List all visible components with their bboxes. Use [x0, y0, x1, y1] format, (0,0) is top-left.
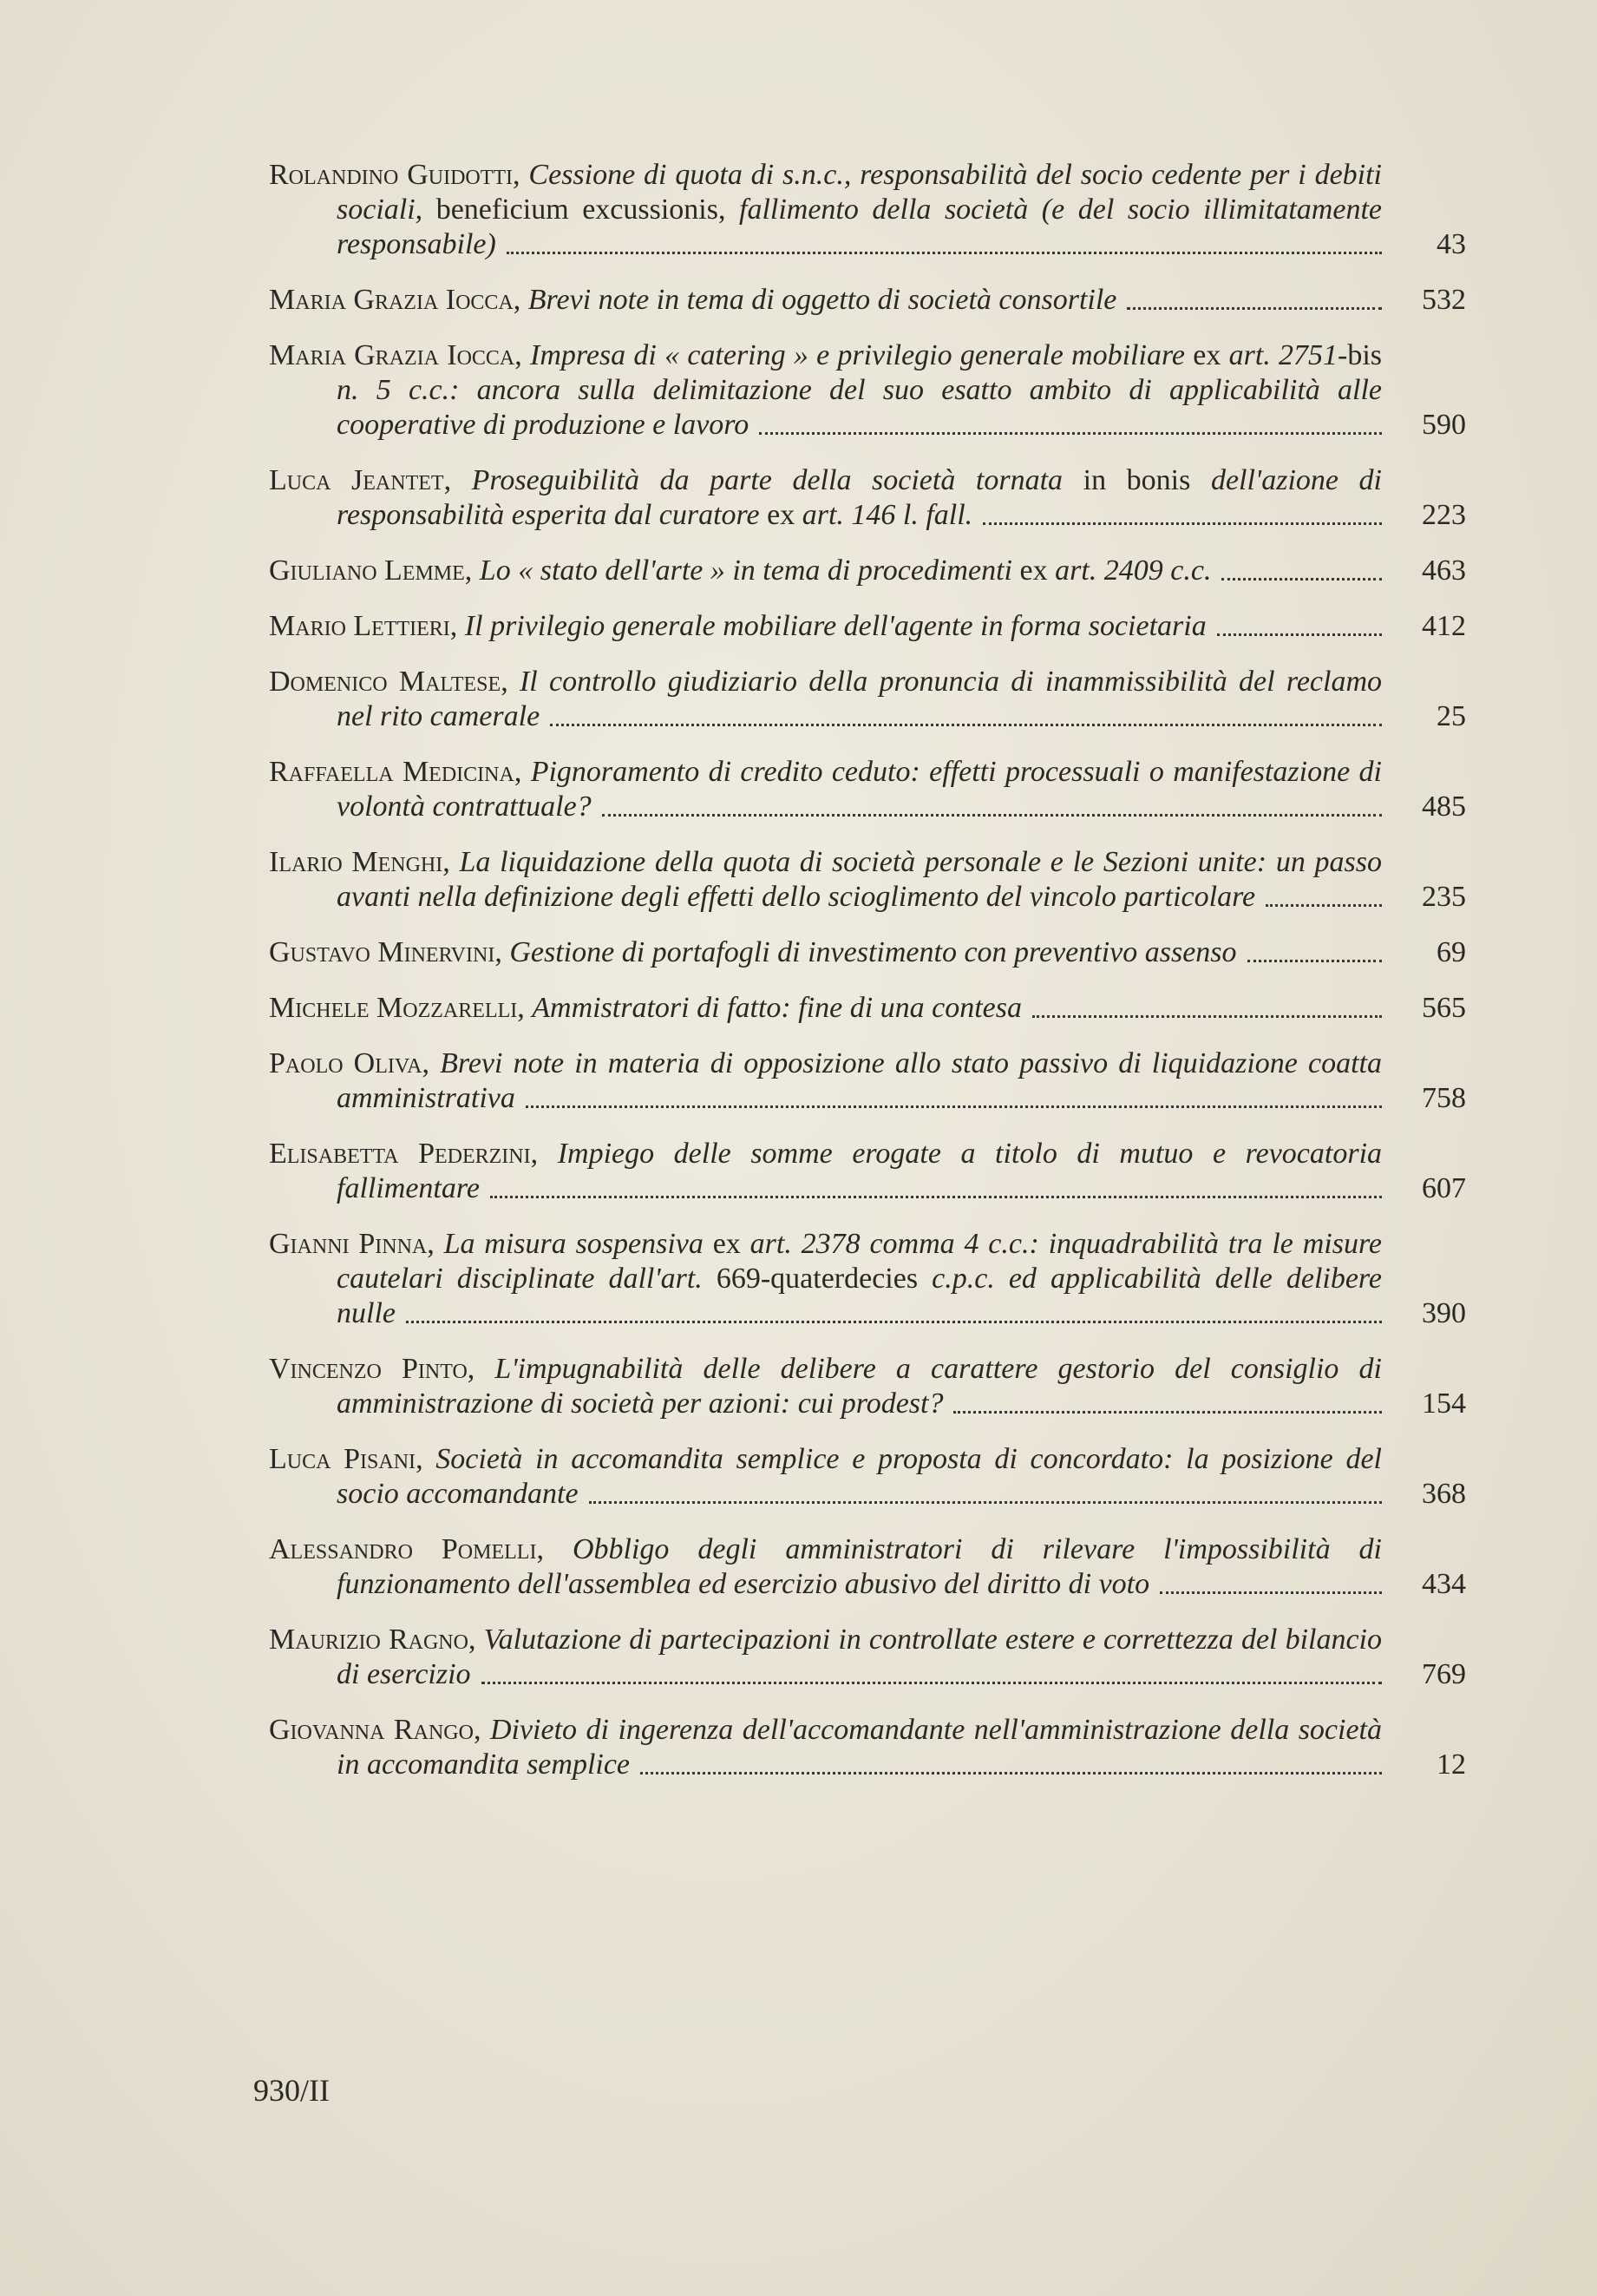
entry-title-segment: Il privilegio generale mobiliare dell'agente in forma societaria [464, 610, 1207, 642]
entry-title-segment: Il controllo giudiziario della pronuncia di inammissibilità del reclamo nel rito camerale [337, 666, 1382, 732]
entry-author: Michele Mozzarelli [269, 992, 518, 1024]
entry-text: Ilario Menghi, La liquidazione della quota di società personale e le Sezioni unite: un passo avanti nella definizione degli effetti dello scioglimento del vincolo particolare [269, 846, 1382, 913]
entry-author: Maurizio Ragno [269, 1624, 468, 1656]
entry-text: Alessandro Pomelli, Obbligo degli amministratori di rilevare l'impossibilità di funzionamento dell'assemblea ed esercizio abusivo del diritto di voto [269, 1533, 1383, 1600]
index-entry [269, 935, 1466, 970]
entry-title-segment: c.p.c. ed applicabilità delle delibere nulle [337, 1263, 1382, 1329]
dot-leader [1217, 633, 1382, 636]
entry-title-segment: Proseguibilità da parte della società tornata [471, 464, 1064, 496]
entry-author: Paolo Oliva [269, 1047, 422, 1079]
entry-title-segment: Lo « stato dell'arte » in tema di procedimenti [479, 554, 1012, 587]
entry-page-number: 390 [1422, 1297, 1466, 1329]
entry-text: Michele Mozzarelli, Ammistratori di fatto: fine di una contesa [269, 991, 1382, 1026]
entry-page-number: 769 [1422, 1658, 1466, 1690]
dot-leader [1266, 904, 1382, 907]
entry-page-number: 607 [1422, 1172, 1466, 1204]
entry-title-segment: La liquidazione della quota di società personale e le Sezioni unite: un passo avanti nella definizione degli effetti dello scioglimento del vincolo particolare [337, 846, 1382, 913]
entry-page-number: 434 [1422, 1568, 1466, 1600]
entry-text: Paolo Oliva, Brevi note in materia di opposizione allo stato passivo di liquidazione coatta amministrativa [269, 1047, 1382, 1114]
index-entry [269, 1713, 1466, 1782]
entry-title-segment: Brevi note in materia di opposizione allo stato passivo di liquidazione coatta amministrativa [337, 1047, 1382, 1114]
entry-title-segment: -bis [1338, 339, 1383, 371]
entry-title-segment: Brevi note in tema di oggetto di società consortile [527, 284, 1117, 316]
dot-leader [550, 724, 1382, 726]
entry-title-segment: art. 2751 [1228, 339, 1338, 371]
index-entry [269, 1442, 1466, 1512]
entry-author: Maria Grazia Iocca [269, 284, 514, 316]
entry-text: Maurizio Ragno, Valutazione di partecipazioni in controllate estere e correttezza del bilancio di esercizio [269, 1624, 1383, 1690]
dot-leader [1221, 578, 1382, 581]
entry-text: Raffaella Medicina, Pignoramento di credito ceduto: effetti processuali o manifestazione di volontà contrattuale? [269, 756, 1383, 823]
dot-leader [953, 1411, 1382, 1414]
entry-page-number: 758 [1422, 1082, 1466, 1114]
entry-text: Gustavo Minervini, Gestione di portafogli di investimento con preventivo assenso [269, 935, 1382, 970]
index-entry [269, 1046, 1466, 1116]
entry-title-segment: in bonis [1063, 464, 1211, 496]
entry-author: Alessandro Pomelli [269, 1533, 537, 1565]
entry-text: Giuliano Lemme, Lo « stato dell'arte » in tema di procedimenti ex art. 2409 c.c. [269, 554, 1382, 588]
entry-title-segment: L'impugnabilità delle delibere a carattere gestorio del consiglio di amministrazione di società per azioni: cui prodest? [337, 1353, 1382, 1420]
index-entry [269, 991, 1466, 1026]
entry-page-number: 12 [1437, 1748, 1466, 1781]
entry-title-segment: dell'azione di responsabilità esperita dal curatore [337, 464, 1383, 531]
entry-page-number: 412 [1422, 610, 1466, 642]
entry-text: Luca Pisani, Società in accomandita semplice e proposta di concordato: la posizione del socio accomandante [269, 1443, 1382, 1510]
entry-title-segment: Obbligo degli amministratori di rilevare l'impossibilità di funzionamento dell'assemblea ed esercizio abusivo del diritto di voto [337, 1533, 1383, 1600]
dot-leader [526, 1105, 1382, 1108]
entry-title-segment: Pignoramento di credito ceduto: effetti processuali o manifestazione di volontà contrattuale? [337, 756, 1383, 823]
entry-author: Rolandino Guidotti [269, 159, 514, 191]
entry-text: Elisabetta Pederzini, Impiego delle somme erogate a titolo di mutuo e revocatoria fallimentare [269, 1138, 1383, 1204]
dot-leader [1247, 960, 1382, 962]
index-entry [269, 755, 1466, 824]
index-entry [269, 338, 1466, 443]
entry-text: Mario Lettieri, Il privilegio generale mobiliare dell'agente in forma societaria [269, 609, 1382, 644]
entry-title-segment: Valutazione di partecipazioni in controllate estere e correttezza del bilancio di esercizio [337, 1624, 1383, 1690]
entry-page-number: 565 [1422, 992, 1466, 1024]
dot-leader [507, 252, 1382, 254]
entry-author: Domenico Maltese [269, 666, 501, 698]
entry-text: Domenico Maltese, Il controllo giudiziario della pronuncia di inammissibilità del reclamo nel rito camerale [269, 666, 1382, 732]
entry-title-segment: Cessione di quota di s.n.c., responsabilità del socio cedente per i debiti sociali, [337, 159, 1382, 226]
entry-text: Rolandino Guidotti, Cessione di quota di s.n.c., responsabilità del socio cedente per i debiti sociali, beneficium excussionis, fallimento della società (e del socio illimitatamente responsabile) [269, 159, 1382, 260]
entry-title-segment: Divieto di ingerenza dell'accomandante nell'amministrazione della società in accomandita semplice [337, 1714, 1383, 1781]
entry-author: Ilario Menghi [269, 846, 443, 878]
entry-page-number: 223 [1422, 499, 1466, 531]
entry-title-segment: art. 2409 c.c. [1055, 554, 1212, 587]
entry-text: Gianni Pinna, La misura sospensiva ex art. 2378 comma 4 c.c.: inquadrabilità tra le misure cautelari disciplinate dall'art. 669-quaterdecies c.p.c. ed applicabilità delle delibere nulle [269, 1228, 1383, 1329]
dot-leader [640, 1772, 1382, 1774]
entry-page-number: 590 [1422, 409, 1466, 441]
entry-title-segment: Società in accomandita semplice e proposta di concordato: la posizione del socio accomandante [337, 1443, 1382, 1510]
entry-title-segment: Gestione di portafogli di investimento con preventivo assenso [509, 936, 1237, 968]
entry-text: Maria Grazia Iocca, Brevi note in tema di oggetto di società consortile [269, 283, 1382, 318]
entry-page-number: 532 [1422, 284, 1466, 316]
index-entry [269, 609, 1466, 644]
entry-title-segment: ex [1185, 339, 1229, 371]
entry-author: Gianni Pinna [269, 1228, 428, 1260]
dot-leader [406, 1321, 1382, 1323]
entry-page-number: 25 [1437, 700, 1466, 732]
entry-title-segment: Ammistratori di fatto: fine di una contesa [532, 992, 1023, 1024]
dot-leader [1127, 307, 1382, 310]
entry-page-number: 235 [1422, 881, 1466, 913]
index-entry [269, 1227, 1466, 1331]
entry-page-number: 154 [1422, 1387, 1466, 1420]
entry-author: Luca Jeantet [269, 464, 444, 496]
index-entry [269, 1623, 1466, 1692]
entry-author: Vincenzo Pinto [269, 1353, 468, 1385]
dot-leader [490, 1196, 1382, 1198]
dot-leader [759, 432, 1382, 435]
entry-author: Giovanna Rango [269, 1714, 474, 1746]
index-entry [269, 463, 1466, 533]
entry-title-segment: Impiego delle somme erogate a titolo di mutuo e revocatoria fallimentare [337, 1138, 1383, 1204]
dot-leader [1160, 1591, 1382, 1594]
page-folio: 930/II [253, 2073, 330, 2108]
entry-title-segment: n. 5 c.c.: ancora sulla delimitazione del suo esatto ambito di applicabilità alle cooperative di produzione e lavoro [337, 374, 1382, 441]
entry-author: Elisabetta Pederzini [269, 1138, 531, 1170]
entry-author: Gustavo Minervini [269, 936, 495, 968]
dot-leader [589, 1501, 1382, 1504]
index-list [269, 158, 1466, 1803]
index-entry [269, 665, 1466, 734]
entry-text: Vincenzo Pinto, L'impugnabilità delle delibere a carattere gestorio del consiglio di amministrazione di società per azioni: cui prodest? [269, 1353, 1382, 1420]
entry-author: Mario Lettieri [269, 610, 450, 642]
entry-title-segment: art. 146 l. fall. [802, 499, 973, 531]
entry-text: Maria Grazia Iocca, Impresa di « catering » e privilegio generale mobiliare ex art. 2751-bis n. 5 c.c.: ancora sulla delimitazione del suo esatto ambito di applicabilità alle cooperative di produzione e lavoro [269, 339, 1383, 441]
entry-page-number: 485 [1422, 790, 1466, 823]
entry-title-segment: art. 2378 comma 4 c.c.: inquadrabilità tra le misure cautelari disciplinate dall'art. [337, 1228, 1383, 1295]
entry-page-number: 368 [1422, 1478, 1466, 1510]
index-entry [269, 845, 1466, 915]
entry-page-number: 463 [1422, 554, 1466, 587]
entry-title-segment: beneficium excussionis, [422, 194, 739, 226]
entry-author: Maria Grazia Iocca [269, 339, 515, 371]
index-entry [269, 1532, 1466, 1602]
entry-title-segment: fallimento della società (e del socio illimitatamente responsabile) [337, 194, 1382, 260]
entry-author: Giuliano Lemme [269, 554, 465, 587]
dot-leader [481, 1682, 1382, 1684]
entry-page-number: 69 [1437, 936, 1466, 968]
index-entry [269, 1352, 1466, 1421]
entry-author: Luca Pisani [269, 1443, 416, 1475]
entry-title-segment: 669-quaterdecies [702, 1263, 933, 1295]
index-entry [269, 1137, 1466, 1206]
dot-leader [602, 814, 1382, 817]
entry-title-segment: Impresa di « catering » e privilegio generale mobiliare [530, 339, 1186, 371]
index-entry [269, 283, 1466, 318]
dot-leader [983, 522, 1382, 525]
index-entry [269, 554, 1466, 588]
entry-page-number: 43 [1437, 228, 1466, 260]
entry-author: Raffaella Medicina [269, 756, 514, 788]
entry-title-segment: ex [703, 1228, 750, 1260]
entry-text: Giovanna Rango, Divieto di ingerenza dell'accomandante nell'amministrazione della società in accomandita semplice [269, 1714, 1383, 1781]
entry-title-segment: ex [1011, 554, 1056, 587]
entry-title-segment: La misura sospensiva [443, 1228, 704, 1260]
index-entry [269, 158, 1466, 262]
entry-title-segment: ex [759, 499, 802, 531]
entry-text: Luca Jeantet, Proseguibilità da parte della società tornata in bonis dell'azione di responsabilità esperita dal curatore ex art. 146 l. fall. [269, 464, 1383, 531]
dot-leader [1032, 1015, 1382, 1018]
